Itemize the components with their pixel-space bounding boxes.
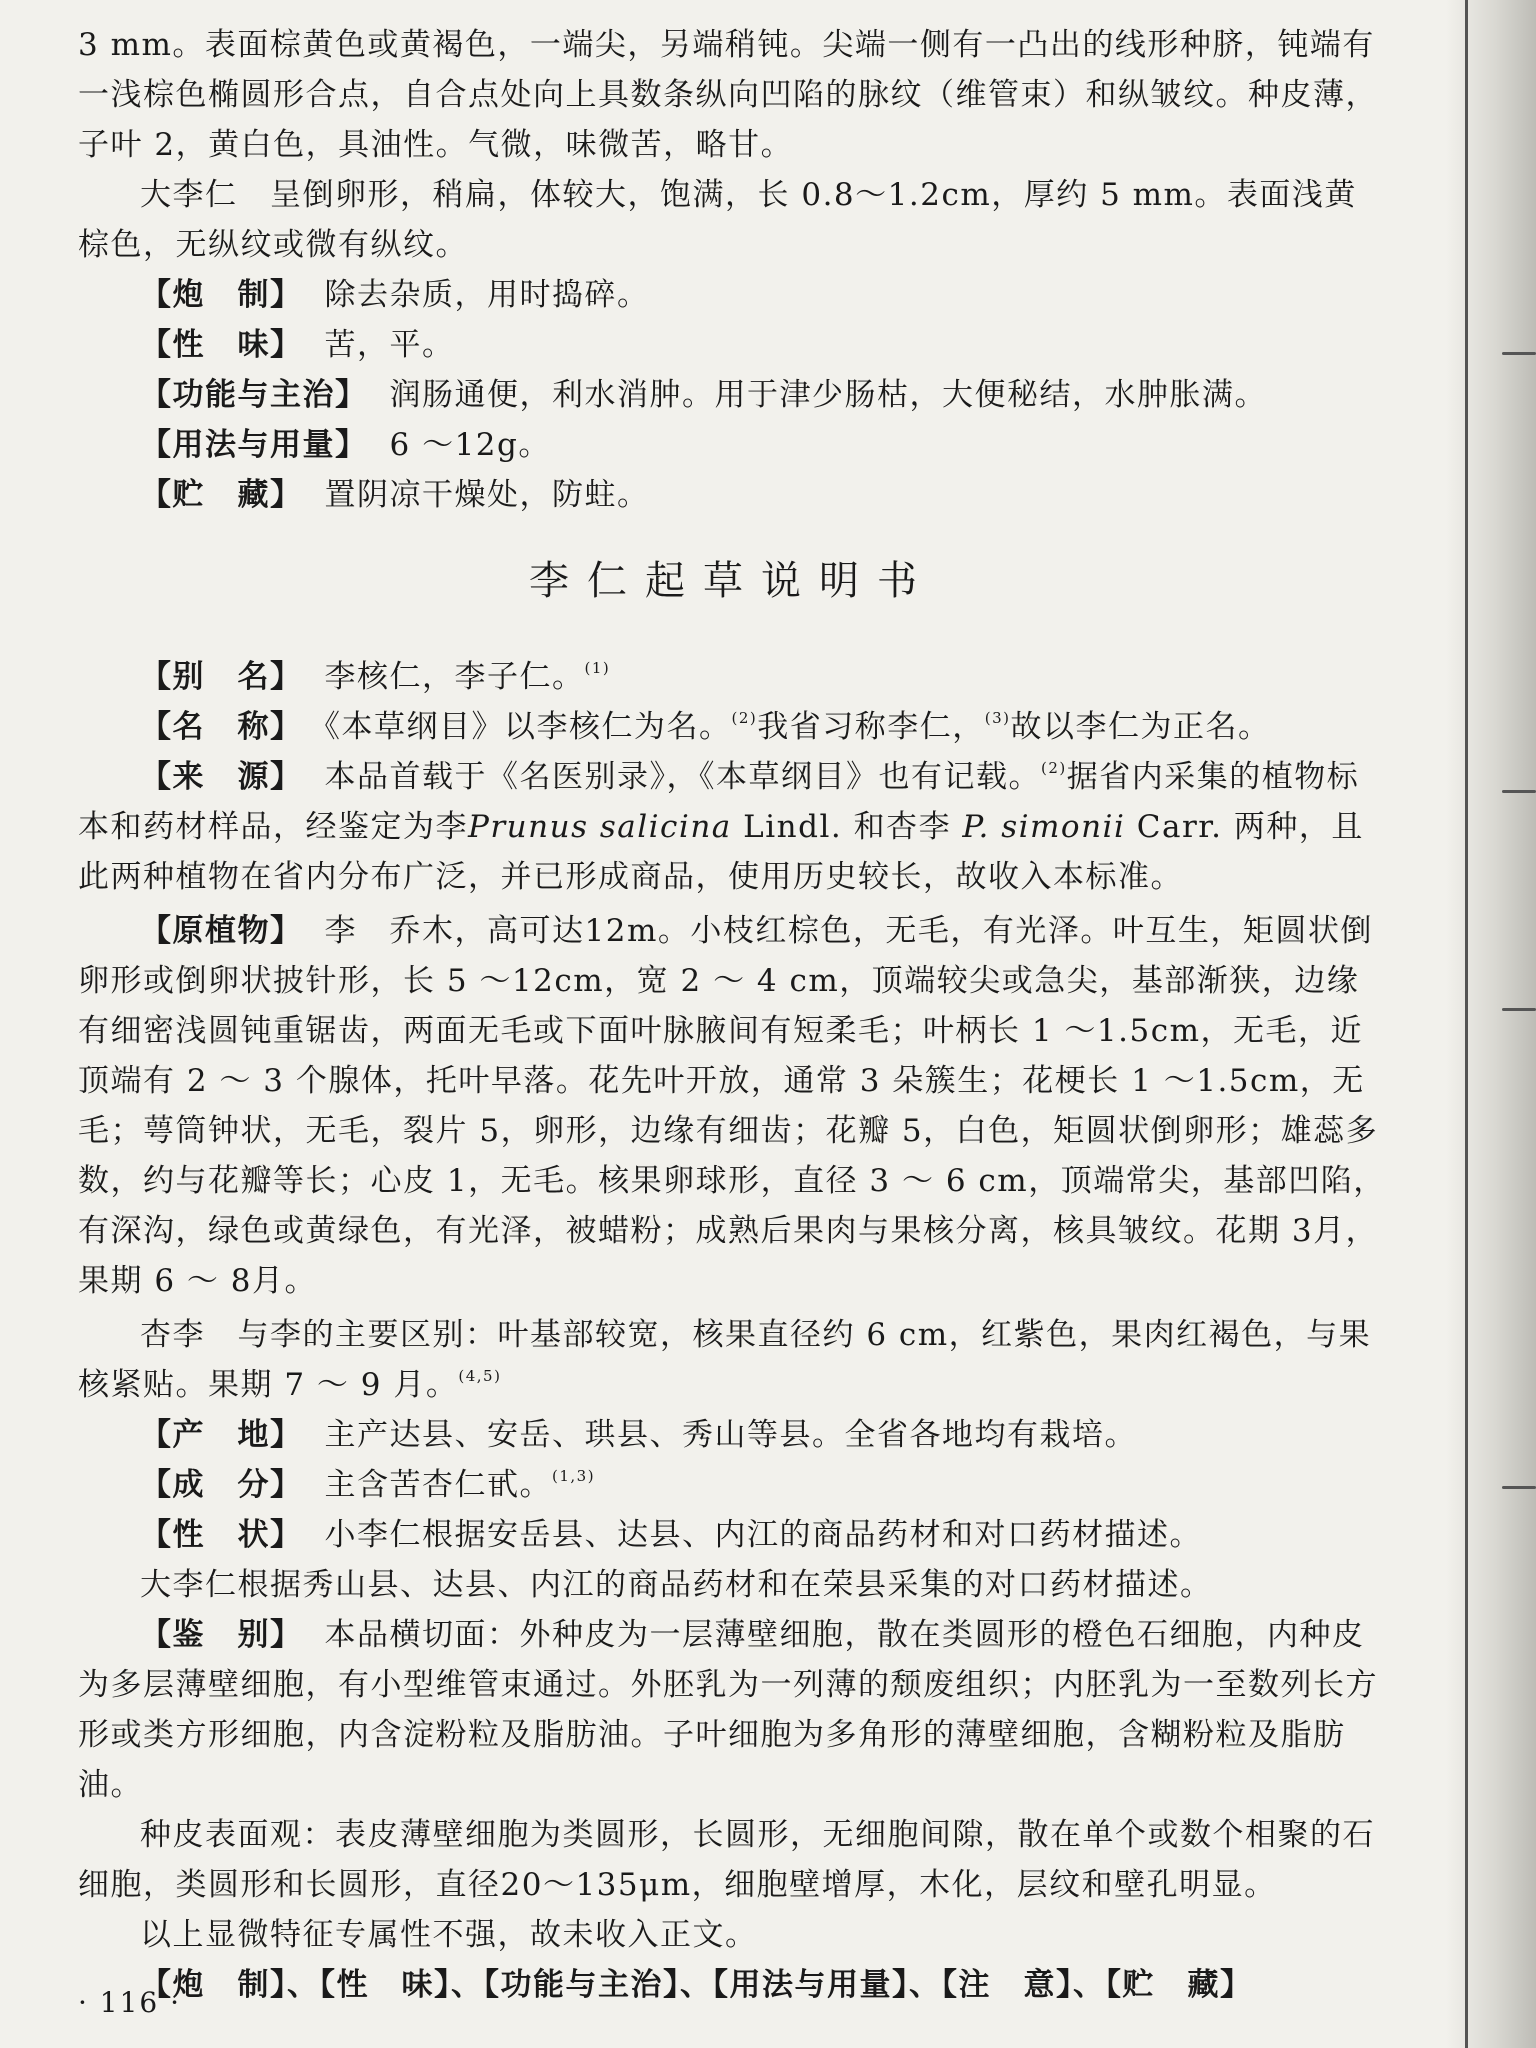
item-paozhi <box>78 270 1386 320</box>
section-text: 润肠通便，利水消肿。用于津少肠枯，大便秘结，水肿胀满。 <box>389 377 1267 413</box>
item-yuanzhiwu <box>78 906 1386 1306</box>
section-label: 【别 名】 <box>140 659 303 695</box>
section-label: 【鉴 别】 <box>140 1617 303 1653</box>
section-text: 除去杂质，用时捣碎。 <box>324 277 650 313</box>
paragraph-jianbie-3: 以上显微特征专属性不强，故未收入正文。 <box>140 1917 758 1953</box>
section-label: 【成 分】 <box>140 1467 303 1503</box>
paragraph-xingzhuang-2: 大李仁根据秀山县、达县、内江的商品药材和在荣县采集的对口药材描述。 <box>140 1567 1213 1603</box>
section-text: Lindl. 和杏李 <box>731 809 963 845</box>
section-text: 我省习称李仁， <box>757 709 985 745</box>
latin-name: Prunus salicina <box>468 809 732 845</box>
section-label: 【名 称】 <box>140 709 303 745</box>
item-mingcheng <box>78 702 1386 752</box>
item-yongfa <box>78 420 1386 470</box>
section-text: 《本草纲目》以李核仁为名。 <box>324 709 732 745</box>
section-label: 【性 状】 <box>140 1517 303 1553</box>
section-text: 小李仁根据安岳县、达县、内江的商品药材和对口药材描述。 <box>324 1517 1202 1553</box>
section-text: 杏李 与李的主要区别：叶基部较宽，核果直径约 6 cm，红紫色，果肉红褐色，与果核紧贴。果期 7 ～ 9 月。 <box>78 1317 1372 1403</box>
page-content <box>78 20 1386 2010</box>
section-text: 本品横切面：外种皮为一层薄壁细胞，散在类圆形的橙色石细胞，内种皮为多层薄壁细胞，有小型维管束通过。外胚乳为一列薄的颓废组织；内胚乳为一至数列长方形或类方形细胞，内含淀粉粒及脂肪油。子叶细胞为多角形的薄壁细胞，含糊粉粒及脂肪油。 <box>78 1617 1378 1803</box>
paragraph-jianbie-2: 种皮表面观：表皮薄壁细胞为类圆形，长圆形，无细胞间隙，散在单个或数个相聚的石细胞，类圆形和长圆形，直径20～135μm，细胞壁增厚，木化，层纹和壁孔明显。 <box>78 1817 1375 1903</box>
item-zhucang <box>78 470 1386 520</box>
edge-mark <box>1502 352 1536 355</box>
document-title: 李仁起草说明书 <box>529 558 935 604</box>
section-text: 李 乔木，高可达12m。小枝红棕色，无毛，有光泽。叶互生，矩圆状倒卵形或倒卵状披针形，长 5 ～12cm，宽 2 ～ 4 cm，顶端较尖或急尖，基部渐狭，边缘有细密浅圆钝重锯齿，两面无毛或下面叶脉腋间有短柔毛；叶柄长 1 ～1.5cm，无毛，近顶端有 2 ～ 3 个腺体，托叶早落。花先叶开放，通常 3 朵簇生；花梗长 1 ～1.5cm，无毛；萼筒钟状，无毛，裂片 5，卵形，边缘有细齿；花瓣 5，白色，矩圆状倒卵形；雄蕊多数，约与花瓣等长；心皮 1，无毛。核果卵球形，直径 3 ～ 6 cm，顶端常尖，基部凹陷，有深沟，绿色或黄绿色，有光泽，被蜡粉；成熟后果肉与果核分离，核具皱纹。花期 3月，果期 6 ～ 8月。 <box>78 913 1386 1299</box>
item-xingzhuang <box>78 1510 1386 1560</box>
paragraph-last-line: 【炮 制】、【性 味】、【功能与主治】、【用法与用量】、【注 意】、【贮 藏】 <box>140 1967 1253 2003</box>
item-gongneng <box>78 370 1386 420</box>
section-label: 【产 地】 <box>140 1417 303 1453</box>
page-number: · 116 · <box>78 1986 182 2019</box>
section-label: 【贮 藏】 <box>140 477 303 513</box>
edge-mark <box>1502 790 1536 793</box>
section-text: 故以李仁为正名。 <box>1010 709 1271 745</box>
section-text: 主含苦杏仁甙。 <box>324 1467 552 1503</box>
item-bieming <box>78 652 1386 702</box>
item-chengfen <box>78 1460 1386 1510</box>
section-text: 苦，平。 <box>324 327 455 363</box>
section-label: 【炮 制】 <box>140 277 303 313</box>
section-label: 【功能与主治】 <box>140 377 368 413</box>
reference-mark: (1) <box>584 659 611 677</box>
paragraph-xingli <box>78 1310 1386 1410</box>
section-text: 据省内采集的植物标本和药材样品，经鉴定为李 <box>78 759 1360 845</box>
page-fold-shadow <box>1446 0 1536 2048</box>
section-label: 【性 味】 <box>140 327 303 363</box>
section-text: 本品首载于《名医别录》，《本草纲目》也有记载。 <box>324 759 1041 795</box>
section-text: 6 ～12g。 <box>389 427 551 463</box>
page-edge <box>1465 0 1468 2048</box>
section-label: 【原植物】 <box>140 913 303 949</box>
reference-mark: (2) <box>1041 759 1067 777</box>
section-text: 主产达县、安岳、珙县、秀山等县。全省各地均有栽培。 <box>324 1417 1137 1453</box>
section-label: 【来 源】 <box>140 759 303 795</box>
item-chandi <box>78 1410 1386 1460</box>
paragraph-da-li-ren: 大李仁 呈倒卵形，稍扁，体较大，饱满，长 0.8～1.2cm，厚约 5 mm。表面浅黄棕色，无纵纹或微有纵纹。 <box>78 177 1357 263</box>
edge-mark <box>1502 1486 1536 1489</box>
item-laiyuan <box>78 752 1386 902</box>
paragraph-top: 3 mm。表面棕黄色或黄褐色，一端尖，另端稍钝。尖端一侧有一凸出的线形种脐，钝端有一浅棕色椭圆形合点，自合点处向上具数条纵向凹陷的脉纹（维管束）和纵皱纹。种皮薄，子叶 2，黄白色，具油性。气微，味微苦，略甘。 <box>78 27 1378 163</box>
reference-mark: (4,5) <box>458 1367 502 1385</box>
latin-name: P. simonii <box>962 809 1126 845</box>
reference-mark: (3) <box>984 709 1011 727</box>
section-text: 置阴凉干燥处，防蛀。 <box>324 477 650 513</box>
reference-mark: (1,3) <box>552 1467 596 1485</box>
reference-mark: (2) <box>731 709 758 727</box>
item-xingwei <box>78 320 1386 370</box>
section-label: 【用法与用量】 <box>140 427 368 463</box>
section-text: Carr. 两种，且此两种植物在省内分布广泛，并已形成商品，使用历史较长，故收入本标准。 <box>78 809 1364 895</box>
item-jianbie <box>78 1610 1386 1810</box>
section-text: 李核仁，李子仁。 <box>324 659 585 695</box>
edge-mark <box>1502 1008 1536 1011</box>
